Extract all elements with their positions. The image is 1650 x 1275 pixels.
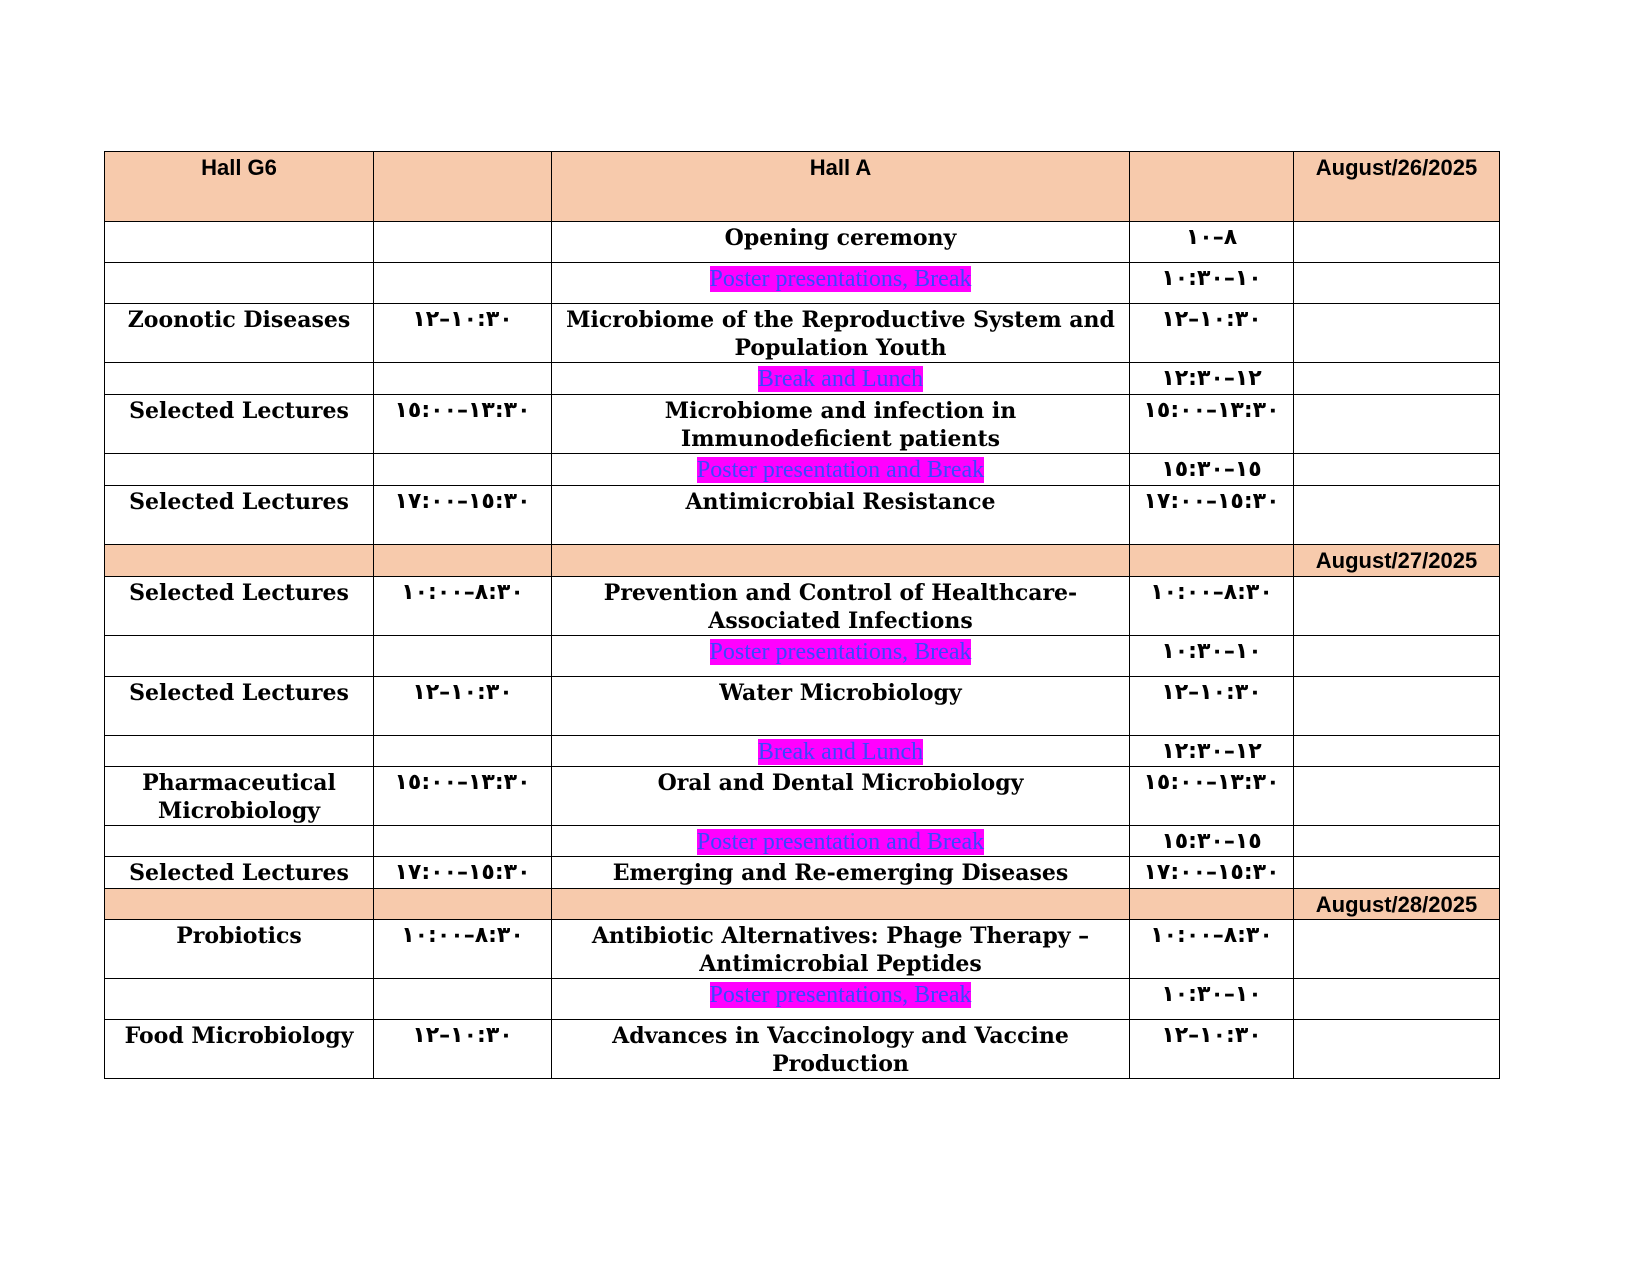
empty-cell: [374, 636, 552, 677]
empty-cell: [1294, 363, 1500, 395]
g6-time: ١٣:٣٠–١٥:٠٠: [374, 767, 552, 826]
empty-cell: [374, 545, 552, 577]
empty-cell: [1294, 486, 1500, 545]
hall-a-topic: Emerging and Re-emerging Diseases: [552, 857, 1130, 889]
g6-topic: Zoonotic Diseases: [105, 304, 374, 363]
g6-topic: Probiotics: [105, 920, 374, 979]
empty-cell: [105, 889, 374, 920]
break-label: Poster presentation and Break: [696, 457, 985, 483]
hall-a-topic: Advances in Vaccinology and Vaccine Production: [552, 1020, 1130, 1079]
g6-topic: Selected Lectures: [105, 395, 374, 454]
hall-a-time: ٨:٣٠–١٠:٠٠: [1130, 577, 1294, 636]
hall-a-time: ١٠:٣٠–١٢: [1130, 1020, 1294, 1079]
table-row: [105, 395, 1500, 454]
day1-header-row: [105, 152, 1500, 222]
table-row: [105, 577, 1500, 636]
g6-topic: [105, 222, 374, 263]
hall-a-time: ١٢–١٢:٣٠: [1130, 736, 1294, 767]
break-label: Break and Lunch: [757, 366, 924, 392]
hall-a-topic: Oral and Dental Microbiology: [552, 767, 1130, 826]
empty-cell: [374, 889, 552, 920]
table-row: [105, 636, 1500, 677]
empty-cell: [374, 736, 552, 767]
empty-cell: [1294, 1020, 1500, 1079]
hall-a-time: ١٠:٣٠–١٢: [1130, 677, 1294, 736]
hall-a-time: ١٥–١٥:٣٠: [1130, 454, 1294, 486]
break-cell: [552, 826, 1130, 857]
hall-a-topic: Microbiome and infection in Immunodeficient patients: [552, 395, 1130, 454]
empty-cell: [1294, 454, 1500, 486]
table-row: [105, 767, 1500, 826]
hall-a-topic: Opening ceremony: [552, 222, 1130, 263]
empty-cell: [1294, 826, 1500, 857]
day3-date: August/28/2025: [1294, 889, 1500, 920]
empty-cell: [105, 636, 374, 677]
hall-a-time: ١٥:٣٠–١٧:٠٠: [1130, 857, 1294, 889]
empty-cell: [374, 979, 552, 1020]
hall-a-time: ١٠:٣٠–١٢: [1130, 304, 1294, 363]
g6-topic: Selected Lectures: [105, 677, 374, 736]
table-row: [105, 736, 1500, 767]
g6-time: ١٥:٣٠–١٧:٠٠: [374, 486, 552, 545]
break-cell: [552, 636, 1130, 677]
g6-time: ١٣:٣٠–١٥:٠٠: [374, 395, 552, 454]
day3-header-row: [105, 889, 1500, 920]
table-row: [105, 1020, 1500, 1079]
g6-time: ٨:٣٠–١٠:٠٠: [374, 920, 552, 979]
empty-cell: [105, 363, 374, 395]
empty-cell: [1294, 979, 1500, 1020]
empty-cell: [1294, 736, 1500, 767]
g6-topic: Selected Lectures: [105, 486, 374, 545]
empty-cell: [1294, 857, 1500, 889]
table-row: [105, 920, 1500, 979]
table-row: [105, 979, 1500, 1020]
empty-cell: [105, 454, 374, 486]
hall-a-time: ٨–١٠: [1130, 222, 1294, 263]
day1-date: August/26/2025: [1294, 152, 1500, 222]
empty-cell: [374, 363, 552, 395]
hall-a-topic: Antibiotic Alternatives: Phage Therapy – Antimicrobial Peptides: [552, 920, 1130, 979]
empty-cell: [1130, 889, 1294, 920]
hall-a-time: ١٣:٣٠–١٥:٠٠: [1130, 767, 1294, 826]
break-label: Poster presentation and Break: [696, 829, 985, 855]
empty-cell: [374, 152, 552, 222]
empty-cell: [1294, 767, 1500, 826]
empty-cell: [1294, 636, 1500, 677]
break-cell: [552, 979, 1130, 1020]
day2-date: August/27/2025: [1294, 545, 1500, 577]
g6-topic: Food Microbiology: [105, 1020, 374, 1079]
empty-cell: [552, 889, 1130, 920]
empty-cell: [1130, 545, 1294, 577]
break-label: Poster presentations, Break: [709, 982, 972, 1008]
empty-cell: [1294, 263, 1500, 304]
empty-cell: [105, 263, 374, 304]
hall-a-topic: Antimicrobial Resistance: [552, 486, 1130, 545]
break-cell: [552, 736, 1130, 767]
empty-cell: [105, 979, 374, 1020]
table-row: [105, 304, 1500, 363]
hall-g6-heading: Hall G6: [105, 152, 374, 222]
g6-topic: Pharmaceutical Microbiology: [105, 767, 374, 826]
table-row: [105, 222, 1500, 263]
empty-cell: [1294, 920, 1500, 979]
empty-cell: [1130, 152, 1294, 222]
hall-a-time: ١٥–١٥:٣٠: [1130, 826, 1294, 857]
hall-a-time: ١٣:٣٠–١٥:٠٠: [1130, 395, 1294, 454]
table-row: [105, 363, 1500, 395]
schedule-table: [104, 151, 1500, 1079]
empty-cell: [105, 826, 374, 857]
table-row: [105, 486, 1500, 545]
table-row: [105, 857, 1500, 889]
g6-time: ٨:٣٠–١٠:٠٠: [374, 577, 552, 636]
empty-cell: [1294, 304, 1500, 363]
g6-topic: Selected Lectures: [105, 577, 374, 636]
g6-time: ١٠:٣٠–١٢: [374, 677, 552, 736]
g6-time: ١٠:٣٠–١٢: [374, 304, 552, 363]
empty-cell: [374, 826, 552, 857]
empty-cell: [1294, 222, 1500, 263]
table-row: [105, 826, 1500, 857]
break-label: Poster presentations, Break: [709, 639, 972, 665]
table-row: [105, 677, 1500, 736]
g6-time: ١٠:٣٠–١٢: [374, 1020, 552, 1079]
empty-cell: [105, 545, 374, 577]
empty-cell: [552, 545, 1130, 577]
hall-a-time: ٨:٣٠–١٠:٠٠: [1130, 920, 1294, 979]
break-cell: [552, 263, 1130, 304]
empty-cell: [374, 454, 552, 486]
empty-cell: [1294, 677, 1500, 736]
hall-a-time: ١٥:٣٠–١٧:٠٠: [1130, 486, 1294, 545]
hall-a-topic: Microbiome of the Reproductive System and Population Youth: [552, 304, 1130, 363]
hall-a-time: ١٠–١٠:٣٠: [1130, 979, 1294, 1020]
empty-cell: [105, 736, 374, 767]
break-cell: [552, 363, 1130, 395]
break-cell: [552, 454, 1130, 486]
break-label: Poster presentations, Break: [709, 266, 972, 292]
hall-a-time: ١٠–١٠:٣٠: [1130, 263, 1294, 304]
day2-header-row: [105, 545, 1500, 577]
empty-cell: [1294, 395, 1500, 454]
hall-a-topic: Prevention and Control of Healthcare-Associated Infections: [552, 577, 1130, 636]
table-row: [105, 454, 1500, 486]
empty-cell: [1294, 577, 1500, 636]
break-label: Break and Lunch: [757, 739, 924, 765]
table-row: [105, 263, 1500, 304]
hall-a-time: ١٢–١٢:٣٠: [1130, 363, 1294, 395]
g6-topic: Selected Lectures: [105, 857, 374, 889]
hall-a-topic: Water Microbiology: [552, 677, 1130, 736]
g6-time: [374, 222, 552, 263]
hall-a-time: ١٠–١٠:٣٠: [1130, 636, 1294, 677]
hall-a-heading: Hall A: [552, 152, 1130, 222]
g6-time: ١٥:٣٠–١٧:٠٠: [374, 857, 552, 889]
empty-cell: [374, 263, 552, 304]
